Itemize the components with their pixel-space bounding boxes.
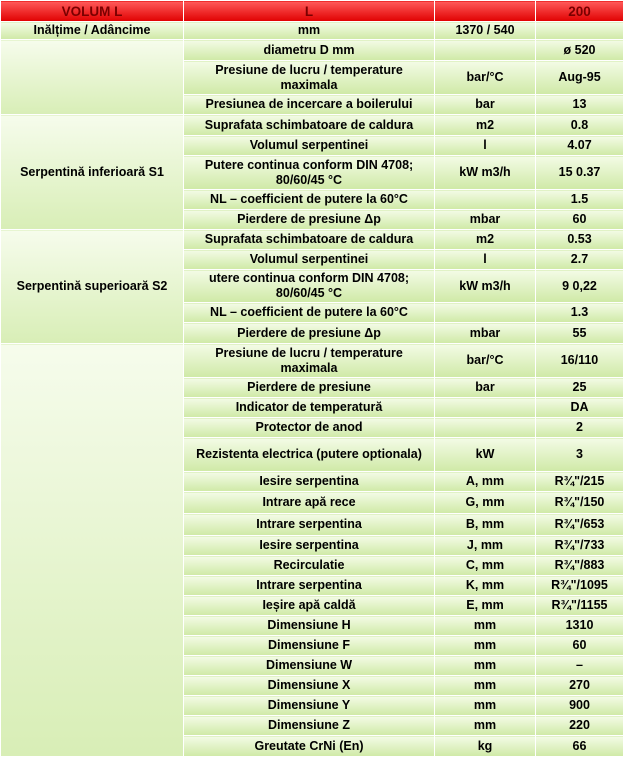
row-parameter: Dimensiune X (184, 676, 435, 696)
row-parameter: Volumul serpentinei (184, 250, 435, 270)
row-value: Aug-95 (536, 61, 623, 95)
row-value: 4.07 (536, 136, 623, 156)
row-unit: J, mm (435, 536, 536, 556)
row-value: 60 (536, 210, 623, 230)
row-unit: mm (435, 616, 536, 636)
row-value: R¾"/1155 (536, 596, 623, 616)
row-unit: G, mm (435, 492, 536, 514)
row-value: 220 (536, 716, 623, 736)
row-parameter: Dimensiune H (184, 616, 435, 636)
row-value: 25 (536, 378, 623, 398)
row-unit (435, 418, 536, 438)
row-unit: 1370 / 540 (435, 22, 536, 40)
table-row (1, 344, 623, 378)
row-value: 15 0.37 (536, 156, 623, 190)
row-unit: l (435, 136, 536, 156)
row-unit: mm (435, 676, 536, 696)
row-unit: mm (435, 696, 536, 716)
row-parameter: Dimensiune Y (184, 696, 435, 716)
row-parameter: Dimensiune W (184, 656, 435, 676)
row-value: 270 (536, 676, 623, 696)
row-parameter: Presiune de lucru / temperature maximala (184, 344, 435, 378)
row-parameter: Indicator de temperatură (184, 398, 435, 418)
row-value: 60 (536, 636, 623, 656)
row-value: 66 (536, 736, 623, 757)
row-unit: bar (435, 378, 536, 398)
row-value: 900 (536, 696, 623, 716)
row-parameter: Intrare serpentina (184, 576, 435, 596)
row-value: 1.3 (536, 303, 623, 323)
row-unit: mm (435, 636, 536, 656)
row-parameter: Pierdere de presiune (184, 378, 435, 398)
row-parameter: Dimensiune F (184, 636, 435, 656)
row-parameter: Suprafata schimbatoare de caldura (184, 230, 435, 250)
row-unit: E, mm (435, 596, 536, 616)
header-empty (435, 1, 536, 22)
row-value: 16/110 (536, 344, 623, 378)
row-value: R¾"/215 (536, 472, 623, 492)
row-parameter: Intrare apă rece (184, 492, 435, 514)
row-parameter: Greutate CrNi (En) (184, 736, 435, 757)
header-model: 200 (536, 1, 623, 22)
row-unit: kW m3/h (435, 156, 536, 190)
row-unit: K, mm (435, 576, 536, 596)
row-value: R¾"/1095 (536, 576, 623, 596)
row-value: DA (536, 398, 623, 418)
row-unit: m2 (435, 115, 536, 136)
row-unit: kW (435, 438, 536, 472)
row-parameter: Dimensiune Z (184, 716, 435, 736)
row-unit: bar (435, 95, 536, 115)
header-unit: L (184, 1, 435, 22)
row-unit: bar/°C (435, 61, 536, 95)
row-value: 1310 (536, 616, 623, 636)
row-parameter: Suprafata schimbatoare de caldura (184, 115, 435, 136)
table-row (1, 115, 623, 136)
row-value: 55 (536, 323, 623, 344)
row-unit: mm (435, 716, 536, 736)
row-value: 2.7 (536, 250, 623, 270)
row-unit: bar/°C (435, 344, 536, 378)
row-parameter: Recirculatie (184, 556, 435, 576)
row-parameter: mm (184, 22, 435, 40)
row-value: 1.5 (536, 190, 623, 210)
row-parameter: Protector de anod (184, 418, 435, 438)
row-value: ø 520 (536, 40, 623, 61)
row-parameter: Putere continua conform DIN 4708; 80/60/45 °C (184, 156, 435, 190)
row-parameter: Intrare serpentina (184, 514, 435, 536)
header-volume: VOLUM L (1, 1, 184, 22)
row-unit: l (435, 250, 536, 270)
row-value: 0.53 (536, 230, 623, 250)
row-value: 9 0,22 (536, 270, 623, 303)
table-row (1, 22, 623, 40)
row-parameter: Volumul serpentinei (184, 136, 435, 156)
row-unit: C, mm (435, 556, 536, 576)
row-unit: A, mm (435, 472, 536, 492)
row-value: 2 (536, 418, 623, 438)
row-unit: kW m3/h (435, 270, 536, 303)
row-parameter: Presiunea de incercare a boilerului (184, 95, 435, 115)
row-parameter: Rezistenta electrica (putere optionala) (184, 438, 435, 472)
row-unit (435, 303, 536, 323)
group-s1-label: Serpentină inferioară S1 (1, 115, 184, 230)
row-unit (435, 40, 536, 61)
group-s2-label: Serpentină superioară S2 (1, 230, 184, 344)
row-unit: mbar (435, 210, 536, 230)
row-unit (435, 398, 536, 418)
row-parameter: Presiune de lucru / temperature maximala (184, 61, 435, 95)
row-value: 3 (536, 438, 623, 472)
row-parameter: Iesire serpentina (184, 472, 435, 492)
row-label: Inălțime / Adâncime (1, 22, 184, 40)
row-parameter: Pierdere de presiune Δp (184, 323, 435, 344)
row-unit (435, 190, 536, 210)
row-parameter: NL – coefficient de putere la 60°C (184, 303, 435, 323)
row-value: – (536, 656, 623, 676)
row-parameter: utere continua conform DIN 4708; 80/60/45 °C (184, 270, 435, 303)
row-unit: m2 (435, 230, 536, 250)
row-value: 13 (536, 95, 623, 115)
group-general (1, 40, 184, 115)
row-value (536, 22, 623, 40)
header-row (1, 1, 623, 22)
row-unit: mbar (435, 323, 536, 344)
row-value: R¾"/883 (536, 556, 623, 576)
row-parameter: NL – coefficient de putere la 60°C (184, 190, 435, 210)
table-row (1, 230, 623, 250)
row-value: R¾"/653 (536, 514, 623, 536)
row-value: 0.8 (536, 115, 623, 136)
row-parameter: Ieșire apă caldă (184, 596, 435, 616)
row-unit: kg (435, 736, 536, 757)
row-value: R¾"/733 (536, 536, 623, 556)
row-value: R¾"/150 (536, 492, 623, 514)
row-parameter: Iesire serpentina (184, 536, 435, 556)
row-unit: mm (435, 656, 536, 676)
row-unit: B, mm (435, 514, 536, 536)
row-parameter: diametru D mm (184, 40, 435, 61)
group-other (1, 344, 184, 757)
row-parameter: Pierdere de presiune Δp (184, 210, 435, 230)
table-row (1, 40, 623, 61)
